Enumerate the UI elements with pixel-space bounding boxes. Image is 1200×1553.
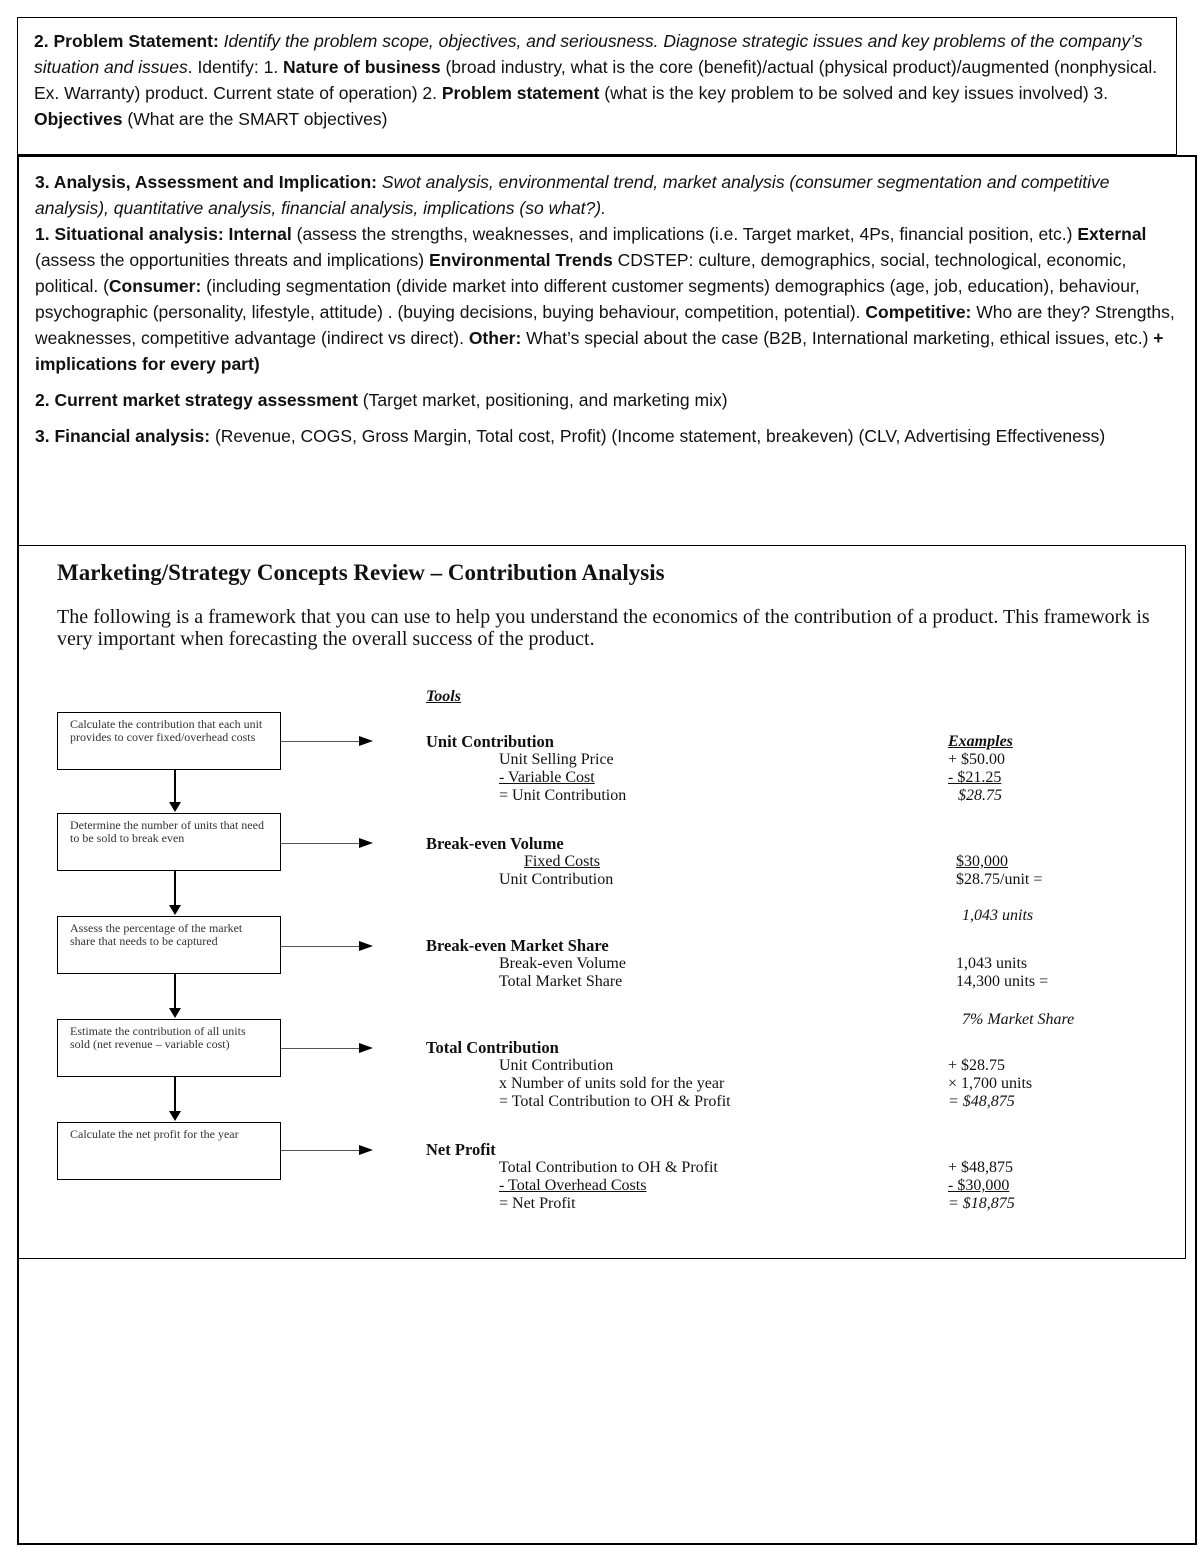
problem-statement-section [17, 17, 1177, 155]
analysis-intro: 3. Analysis, Assessment and Implication: Swot analysis, environmental trend, market analysis (consumer segmentation and competitive analysis), quantitative analysis, financial analysis, implications (so what?). [35, 172, 1110, 218]
breakeven-unit-contribution-label: Unit Contribution [499, 871, 614, 888]
analysis-heading: 3. Analysis, Assessment and Implication: [35, 172, 378, 192]
unit-selling-price-label: Unit Selling Price [499, 751, 614, 768]
unit-contribution-heading: Unit Contribution [426, 732, 554, 751]
current-strategy-text: 2. Current market strategy assessment (Target market, positioning, and marketing mix) [35, 390, 728, 410]
flow-step-4: Estimate the contribution of all units sold (net revenue – variable cost) [57, 1019, 281, 1077]
net-profit-value: = $18,875 [948, 1195, 1015, 1212]
units-sold-label: x Number of units sold for the year [499, 1075, 725, 1092]
right-arrow-head [359, 1145, 373, 1155]
net-total-contribution-value: + $48,875 [948, 1159, 1014, 1176]
problem-statement-intro: Identify the problem scope, objectives, and seriousness. Diagnose strategic issues and key problems of the company’s situation and issues [34, 31, 1143, 77]
breakeven-share-result: 7% Market Share [962, 1011, 1075, 1028]
right-arrow-head [359, 838, 373, 848]
down-arrow [174, 974, 176, 1010]
units-sold-value: × 1,700 units [948, 1075, 1033, 1092]
down-arrow-head [169, 1111, 181, 1121]
right-arrow [281, 1150, 361, 1151]
total-contribution-heading: Total Contribution [426, 1038, 559, 1057]
total-unit-contribution-value: + $28.75 [948, 1057, 1006, 1074]
tools-label: Tools [426, 688, 461, 705]
total-market-share-label: Total Market Share [499, 973, 623, 990]
breakeven-share-volume-label: Break-even Volume [499, 955, 626, 972]
flow-step-5: Calculate the net profit for the year [57, 1122, 281, 1180]
right-arrow-head [359, 736, 373, 746]
right-arrow-head [359, 941, 373, 951]
breakeven-share-heading: Break-even Market Share [426, 936, 609, 955]
right-arrow [281, 946, 361, 947]
down-arrow-head [169, 905, 181, 915]
problem-statement-text: 2. Problem Statement: Identify the problem scope, objectives, and seriousness. Diagnose strategic issues and key problems of the company’s situation and issues. Identify: 1. Nature of business (broad industry, what is the core (benefit)/actual (physical product)/augmented (nonphysical. Ex. Warranty) product. Current state of operation) 2. Problem statement (what is the key problem to be solved and key issues involved) 3. Objectives (What are the SMART objectives) [34, 31, 1158, 129]
variable-cost-label: - Variable Cost [499, 769, 595, 786]
contribution-title: Marketing/Strategy Concepts Review – Contribution Analysis [57, 560, 665, 585]
net-profit-heading: Net Profit [426, 1140, 496, 1159]
examples-label: Examples [948, 733, 1013, 750]
unit-contribution-value: $28.75 [958, 787, 1002, 804]
right-arrow-head [359, 1043, 373, 1053]
flow-step-1: Calculate the contribution that each unit provides to cover fixed/overhead costs [57, 712, 281, 770]
down-arrow [174, 871, 176, 907]
down-arrow [174, 770, 176, 804]
financial-analysis-text: 3. Financial analysis: (Revenue, COGS, Gross Margin, Total cost, Profit) (Income statement, breakeven) (CLV, Advertising Effectiveness) [35, 426, 1106, 446]
unit-contribution-label: = Unit Contribution [499, 787, 627, 804]
breakeven-volume-heading: Break-even Volume [426, 834, 564, 853]
variable-cost-value: - $21.25 [948, 769, 1002, 786]
contribution-analysis-figure [18, 545, 1186, 1259]
net-total-contribution-label: Total Contribution to OH & Profit [499, 1159, 718, 1176]
right-arrow [281, 843, 361, 844]
flow-step-2: Determine the number of units that need to be sold to break even [57, 813, 281, 871]
net-profit-label: = Net Profit [499, 1195, 576, 1212]
situational-analysis-text: 1. Situational analysis: Internal (assess the strengths, weaknesses, and implications (i.e. Target market, 4Ps, financial position, etc.) External (assess the opportunities threats and implications) Environmental Trends CDSTEP: culture, demographics, social, technological, economic, political. (Consumer: (including segmentation (divide market into different customer segments) demographics (age, job, education), behaviour, psychographic (personality, lifestyle, attitude) . (buying decisions, buying behaviour, competition, potential). Competitive: Who are they? Strengths, weaknesses, competitive advantage (indirect vs direct). Other: What’s special about the case (B2B, International marketing, ethical issues, etc.) + implications for every part) [35, 224, 1175, 374]
flow-step-3: Assess the percentage of the market share that needs to be captured [57, 916, 281, 974]
total-overhead-value: - $30,000 [948, 1177, 1010, 1194]
down-arrow-head [169, 1008, 181, 1018]
total-unit-contribution-label: Unit Contribution [499, 1057, 614, 1074]
contribution-intro: The following is a framework that you can use to help you understand the economics of the contribution of a product. This framework is very important when forecasting the overall success of the product. [57, 606, 1150, 650]
down-arrow-head [169, 802, 181, 812]
breakeven-volume-result: 1,043 units [962, 907, 1034, 924]
right-arrow [281, 741, 361, 742]
unit-selling-price-value: + $50.00 [948, 751, 1006, 768]
total-overhead-label: - Total Overhead Costs [499, 1177, 647, 1194]
breakeven-share-volume-value: 1,043 units [956, 955, 1028, 972]
fixed-costs-value: $30,000 [956, 853, 1008, 870]
total-market-share-value: 14,300 units = [956, 973, 1049, 990]
problem-statement-heading: 2. Problem Statement: [34, 31, 219, 51]
total-contribution-label: = Total Contribution to OH & Profit [499, 1093, 731, 1110]
total-contribution-value: = $48,875 [948, 1093, 1015, 1110]
fixed-costs-label: Fixed Costs [524, 853, 601, 870]
right-arrow [281, 1048, 361, 1049]
down-arrow [174, 1077, 176, 1113]
breakeven-unit-contribution-value: $28.75/unit = [956, 871, 1043, 888]
